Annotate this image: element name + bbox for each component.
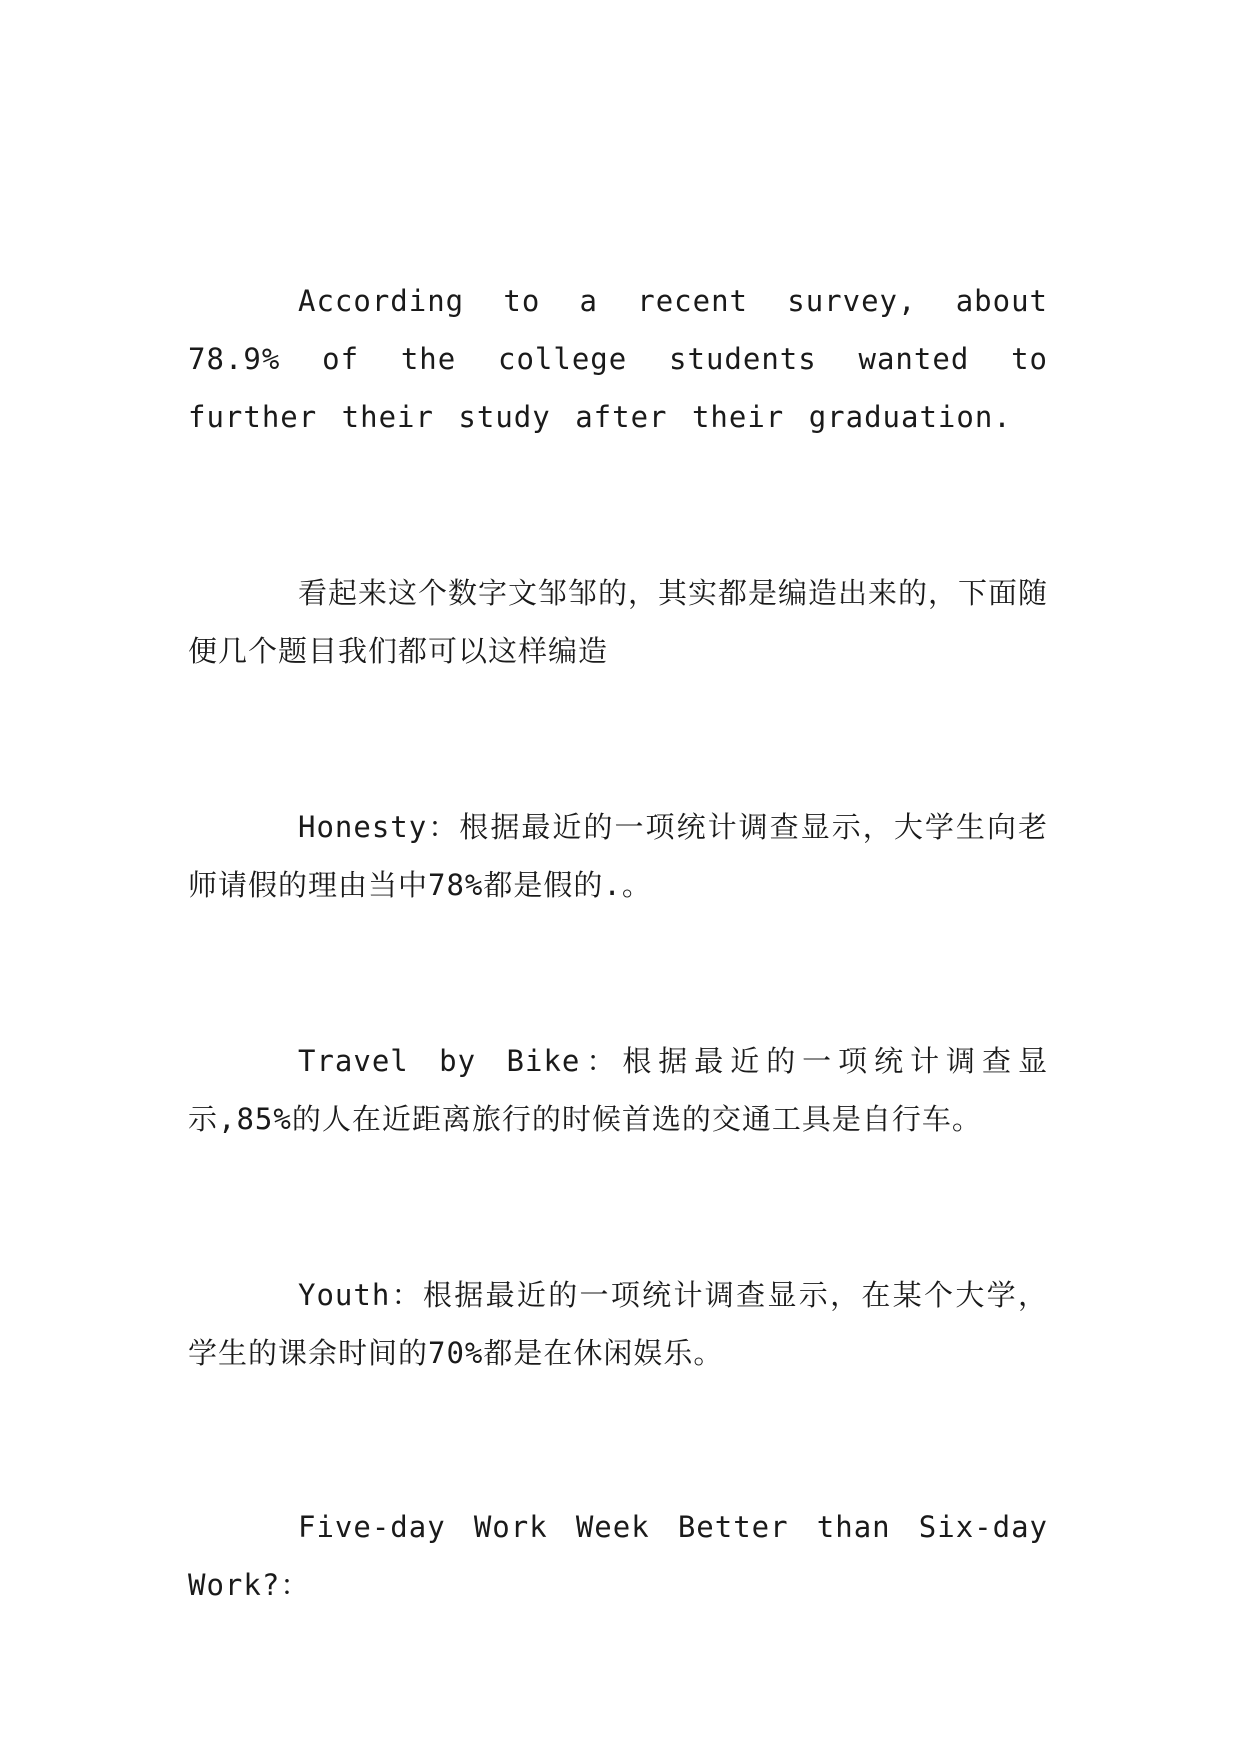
paragraph-work-week: Five-day Work Week Better than Six-day Work?： (188, 1510, 1048, 1602)
paragraph-commentary: 看起来这个数字文邹邹的，其实都是编造出来的，下面随便几个题目我们都可以这样编造 (188, 576, 1049, 668)
paragraph-survey-example: According to a recent survey, about 78.9% of the college students wanted to further their study after their graduation. (188, 284, 1048, 434)
paragraph-youth: Youth：根据最近的一项统计调查显示，在某个大学，学生的课余时间的70%都是在休闲娱乐。 (188, 1278, 1048, 1370)
paragraph-honesty: Honesty：根据最近的一项统计调查显示，大学生向老师请假的理由当中78%都是假的.。 (188, 810, 1048, 902)
paragraph-travel-by-bike: Travel by Bike：根据最近的一项统计调查显示,85%的人在近距离旅行的时候首选的交通工具是自行车。 (188, 1044, 1048, 1136)
